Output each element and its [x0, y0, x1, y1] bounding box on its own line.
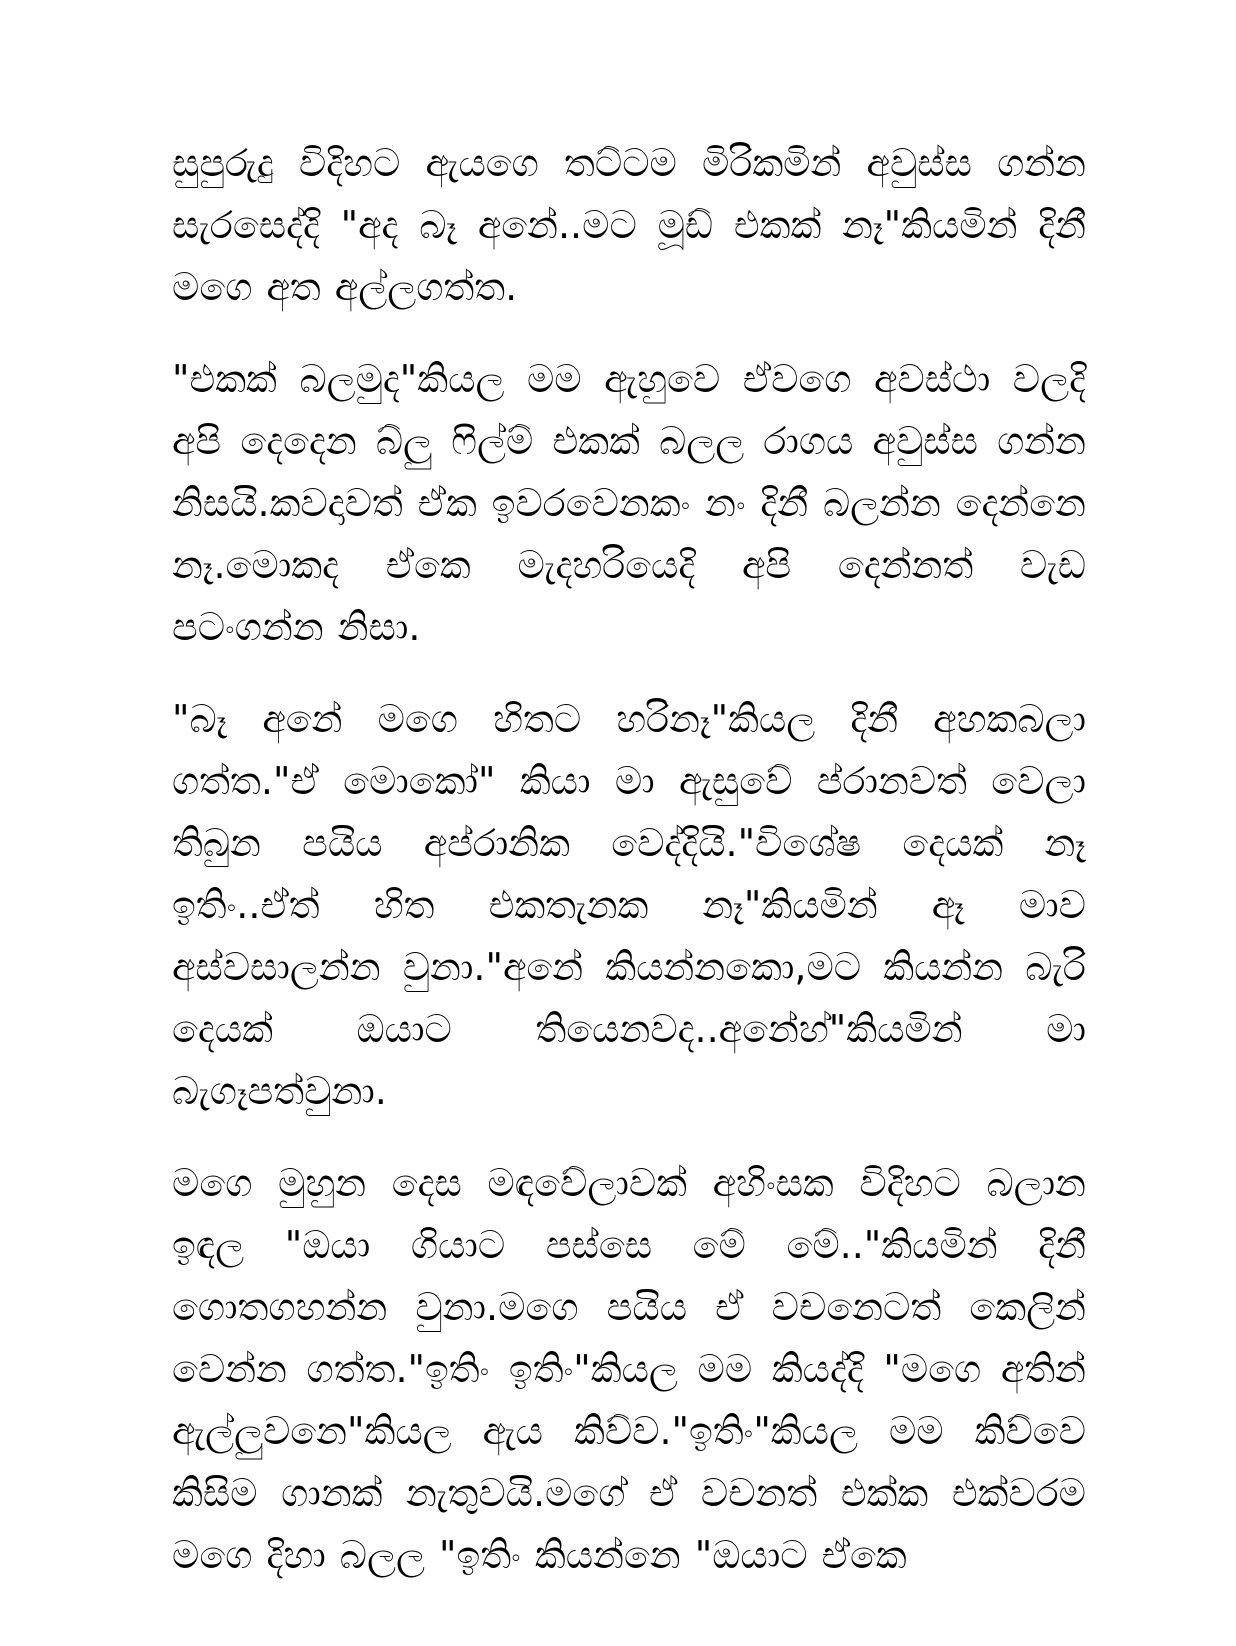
- paragraph-1: සුපුරුදු විදිහට ඇයගෙ තට්ටම මිරිකමින් අවුස්ස ගන්න සැරසෙද්දි "අද බෑ අනේ..මට මූඩ් එකක් නෑ"කියමින් දිනී මගෙ අත අල්ලගත්ත.: [172, 141, 1086, 309]
- paragraph-3: "බෑ අනේ මගෙ හිතට හරිනෑ"කියල දිනී අහකබලා ගත්ත."ඒ මොකෝ" කියා මා ඇසුවේ ප්රානවත් වෙලා තිබුන පයිය අප්රානික වෙද්දියි."විශේෂ දෙයක් නෑ ඉතිං..ඒත් හිත එකතැනක නෑ"කියමින් ඈ මාව අස්වසාලන්න වුනා."අනේ කියන්නකො,මට කියන්න බැරි දෙයක් ඔයාට තියෙනවද..අනේහ්"කියමින් මා බැගෑපත්වුනා.: [172, 697, 1086, 1113]
- paragraph-2: "එකක් බලමුද"කියල මම ඇහුවෙ ඒවගෙ අවස්ථා වලදි අපි දෙදෙන බ්ලු ෆිල්ම් එකක් බලල රාගය අවුස්ස ගන්න නිසයි.කවදාවත් ඒක ඉවරවෙනකං නං දිනී බලන්න දෙන්නෙ නෑ.මොකද ඒකෙ මැදහරියෙදි අපි දෙන්නත් වැඩ පටංගන්න නිසා.: [172, 357, 1086, 649]
- paragraph-4: මගෙ මුහුන දෙස මඳවේලාවක් අහිංසක විදිහට බලාන ඉඳල "ඔයා ගියාට පස්සෙ මේ මේ.."කියමින් දිනී ගොතගහන්න වුනා.මගෙ පයිය ඒ වචනෙටත් කෙලින් වෙන්න ගත්ත."ඉතිං ඉතිං"කියල මම කියද්දි "මගෙ අතින් ඇල්ලුවනෙ"කියල ඇය කිව්ව."ඉතිං"කියල මම කිව්වෙ කිසිම ගානක් නැතුවයි.මගේ ඒ වචනත් එක්ක එක්වරම මගෙ දිහා බලල "ඉතිං කියන්නෙ "ඔයාට ඒකෙ: [172, 1161, 1086, 1577]
